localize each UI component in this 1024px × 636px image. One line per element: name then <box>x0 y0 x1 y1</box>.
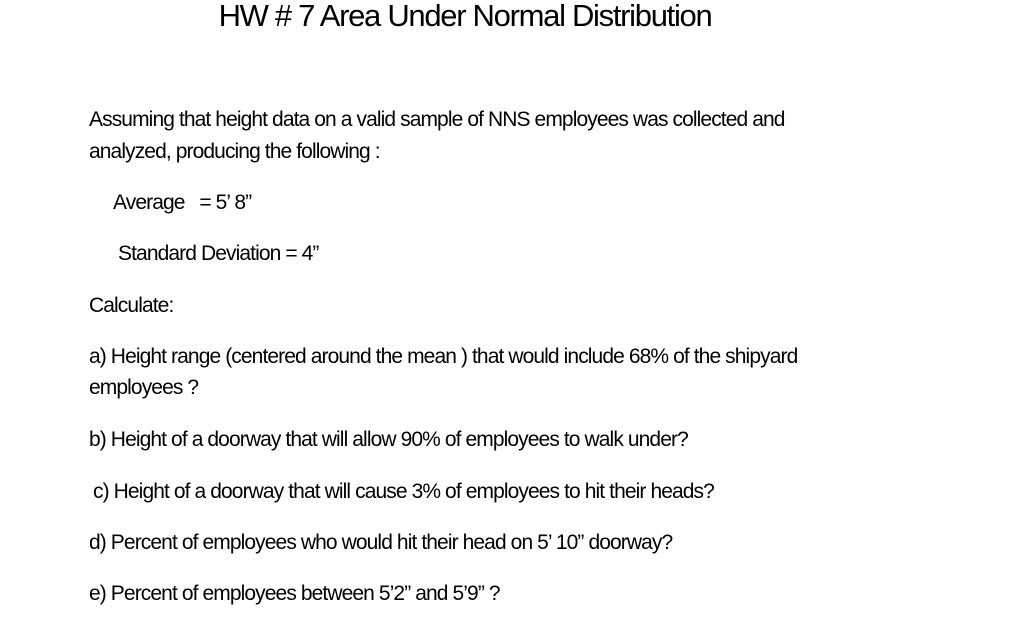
question-c: c) Height of a doorway that will cause 3% of employees to hit their heads? <box>93 480 714 503</box>
question-a-line-1: a) Height range (centered around the mean ) that would include 68% of the shipyard <box>89 345 798 368</box>
std-deviation-value: Standard Deviation = 4” <box>118 242 319 265</box>
calculate-heading: Calculate: <box>89 294 174 317</box>
intro-line-2: analyzed, producing the following : <box>89 140 380 163</box>
question-e: e) Percent of employees between 5’2” and 5’9” ? <box>89 582 500 605</box>
question-d: d) Percent of employees who would hit their head on 5’ 10” doorway? <box>89 531 673 554</box>
average-value: Average = 5’ 8” <box>113 191 252 214</box>
intro-line-1: Assuming that height data on a valid sample of NNS employees was collected and <box>89 108 785 131</box>
page-title: HW # 7 Area Under Normal Distribution <box>218 0 712 33</box>
question-a-line-2: employees ? <box>89 376 199 399</box>
question-b: b) Height of a doorway that will allow 90% of employees to walk under? <box>89 428 688 451</box>
